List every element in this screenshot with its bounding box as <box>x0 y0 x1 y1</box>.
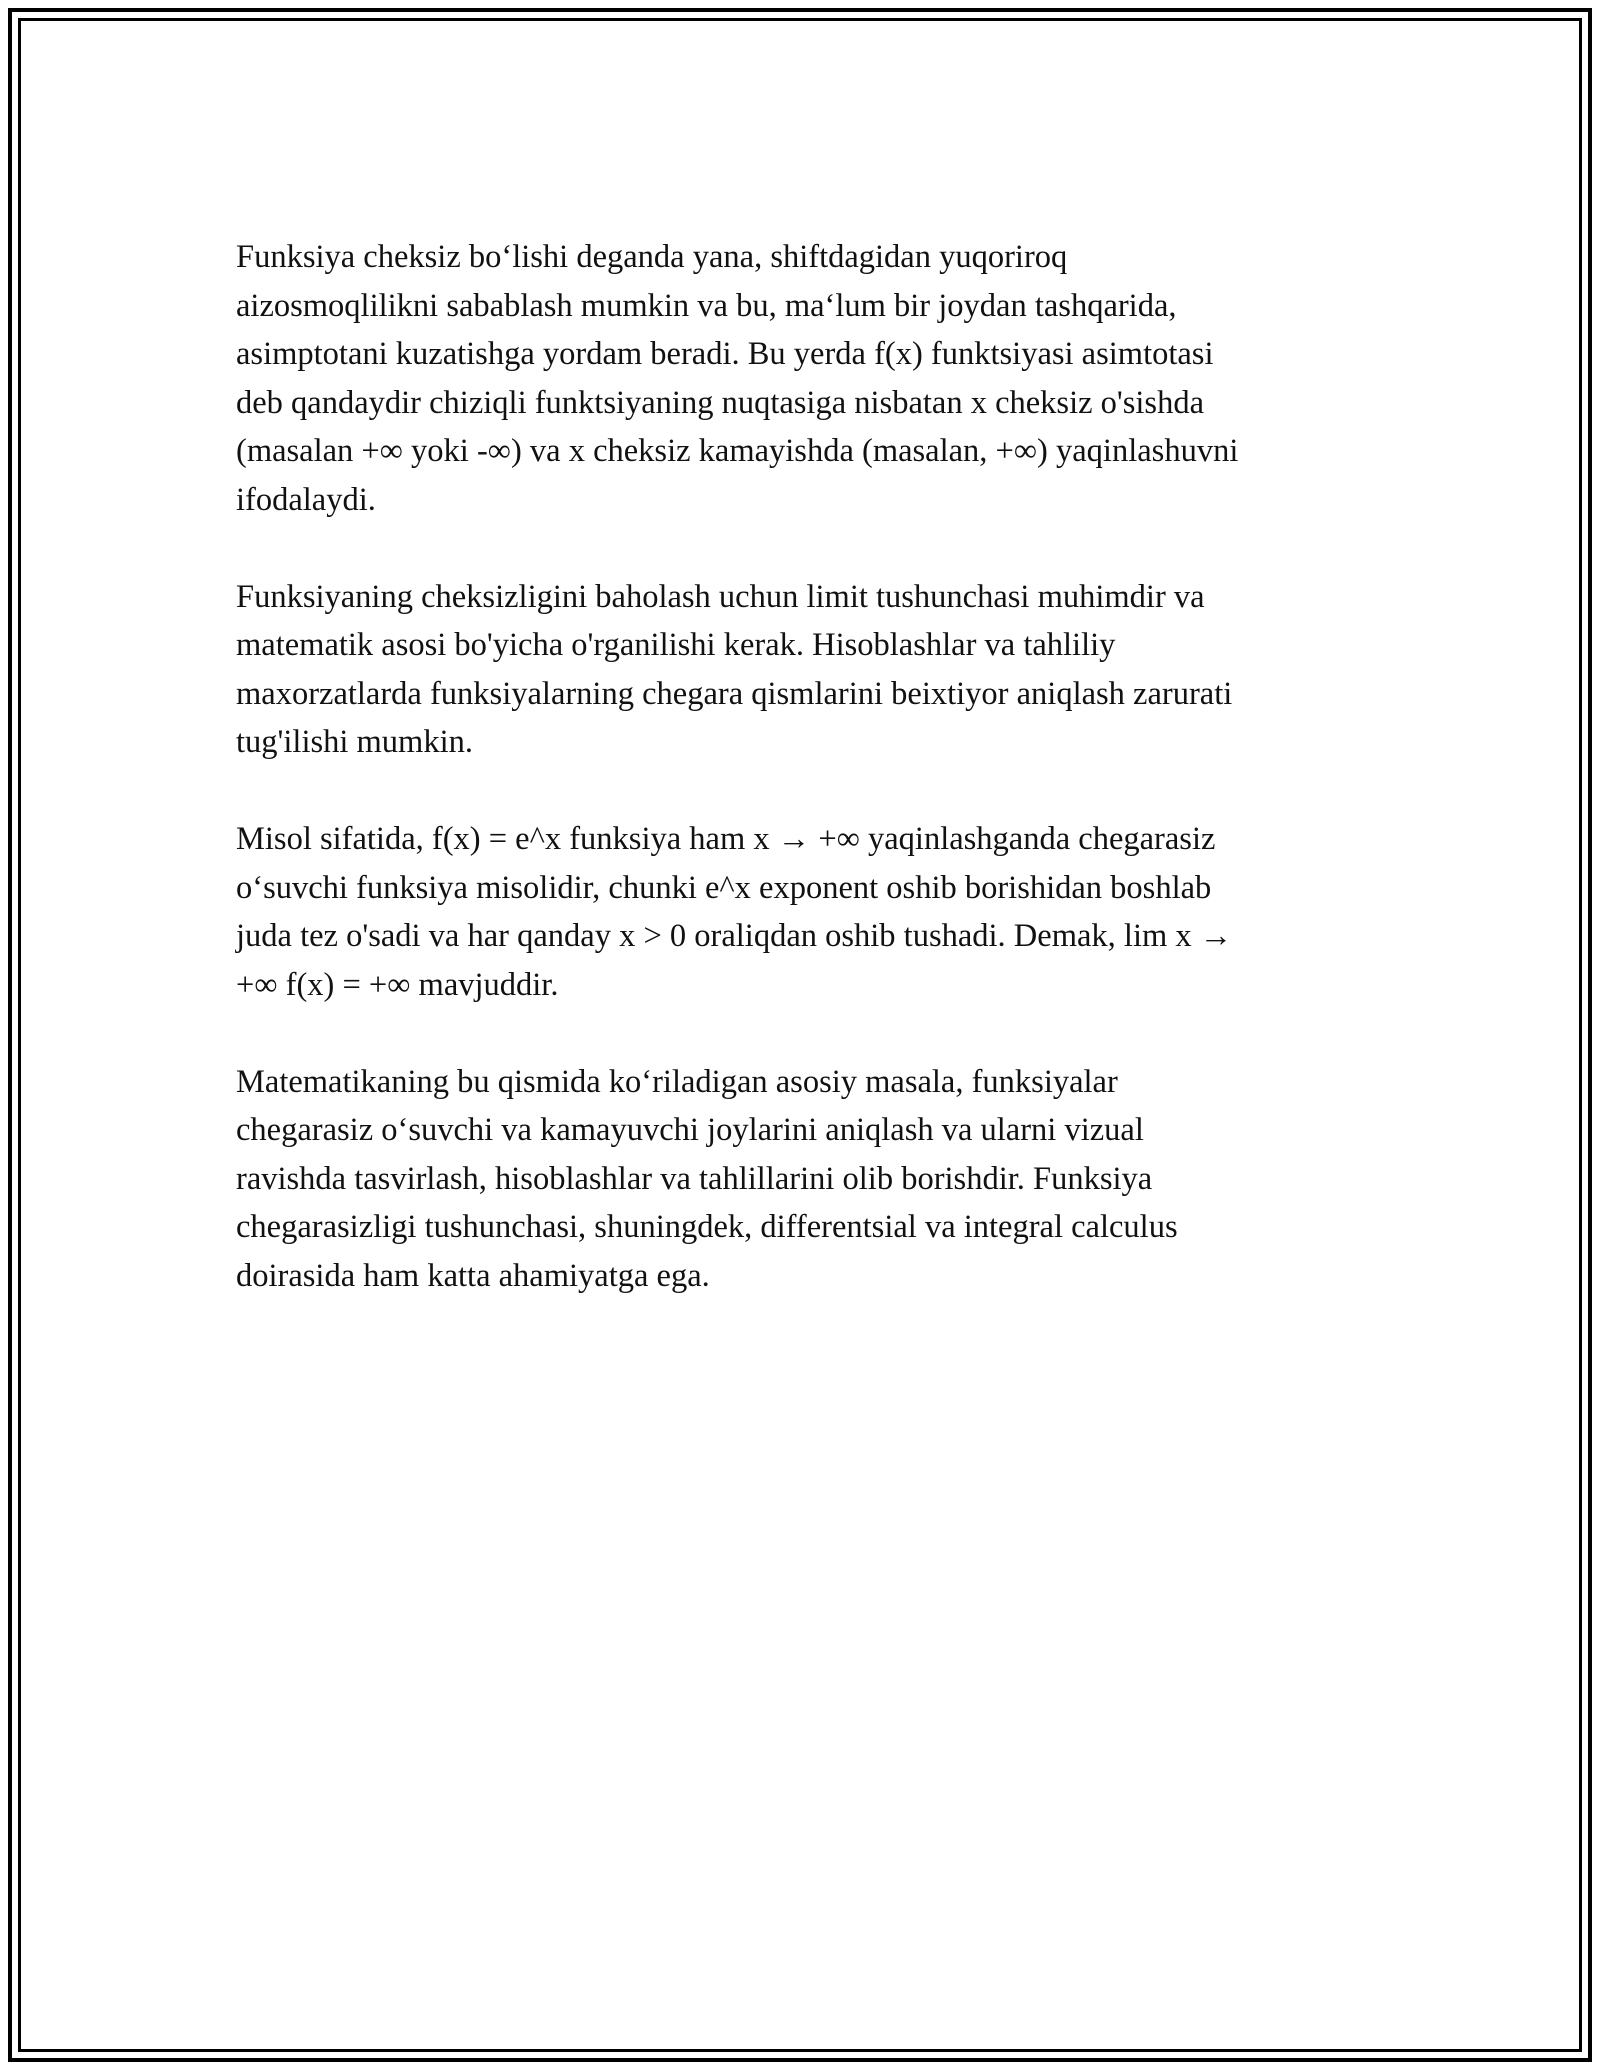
text-line: maxorzatlarda funksiyalarning chegara qismlarini beixtiyor aniqlash zarurati <box>236 675 1233 712</box>
text-line: matematik asosi bo'yicha o'rganilishi kerak. Hisoblashlar va tahliliy <box>236 627 1116 663</box>
paragraph-limit <box>236 573 1386 767</box>
text-line: +∞ f(x) = +∞ mavjuddir. <box>236 966 559 1003</box>
text-line: chegarasizligi tushunchasi, shuningdek, differentsial va integral calculus <box>236 1209 1178 1245</box>
text-line: o‘suvchi funksiya misolidir, chunki e^x exponent oshib borishidan boshlab <box>236 869 1212 906</box>
text-line: Matematikaning bu qismida ko‘riladigan asosiy masala, funksiyalar <box>236 1063 1118 1100</box>
paragraph-asymptote <box>236 233 1386 524</box>
text-line: ravishda tasvirlash, hisoblashlar va tahlillarini olib borishdir. Funksiya <box>236 1160 1153 1197</box>
text-line: Misol sifatida, f(x) = e^x funksiya ham x → +∞ yaqinlashganda chegarasiz <box>236 821 1216 857</box>
text-line: (masalan +∞ yoki -∞) va x cheksiz kamayishda (masalan, +∞) yaqinlashuvni <box>236 433 1239 469</box>
document-body <box>236 233 1386 1300</box>
text-line: asimptotani kuzatishga yordam beradi. Bu yerda f(x) funktsiyasi asimtotasi <box>236 336 1214 372</box>
paragraph-summary <box>236 1058 1386 1301</box>
paragraph-example <box>236 815 1386 1009</box>
text-line: juda tez o'sadi va har qanday x > 0 oraliqdan oshib tushadi. Demak, lim x → <box>236 918 1233 954</box>
text-line: aizosmoqlilikni sabablash mumkin va bu, ma‘lum bir joydan tashqarida, <box>236 287 1177 324</box>
text-line: deb qandaydir chiziqli funktsiyaning nuqtasiga nisbatan x cheksiz o'sishda <box>236 384 1205 421</box>
text-line: tug'ilishi mumkin. <box>236 724 473 760</box>
text-line: ifodalaydi. <box>236 481 376 518</box>
text-line: doirasida ham katta ahamiyatga ega. <box>236 1257 710 1294</box>
text-line: chegarasiz o‘suvchi va kamayuvchi joylarini aniqlash va ularni vizual <box>236 1112 1144 1148</box>
text-line: Funksiyaning cheksizligini baholash uchun limit tushunchasi muhimdir va <box>236 578 1205 615</box>
text-line: Funksiya cheksiz bo‘lishi deganda yana, shiftdagidan yuqoriroq <box>236 239 1068 275</box>
